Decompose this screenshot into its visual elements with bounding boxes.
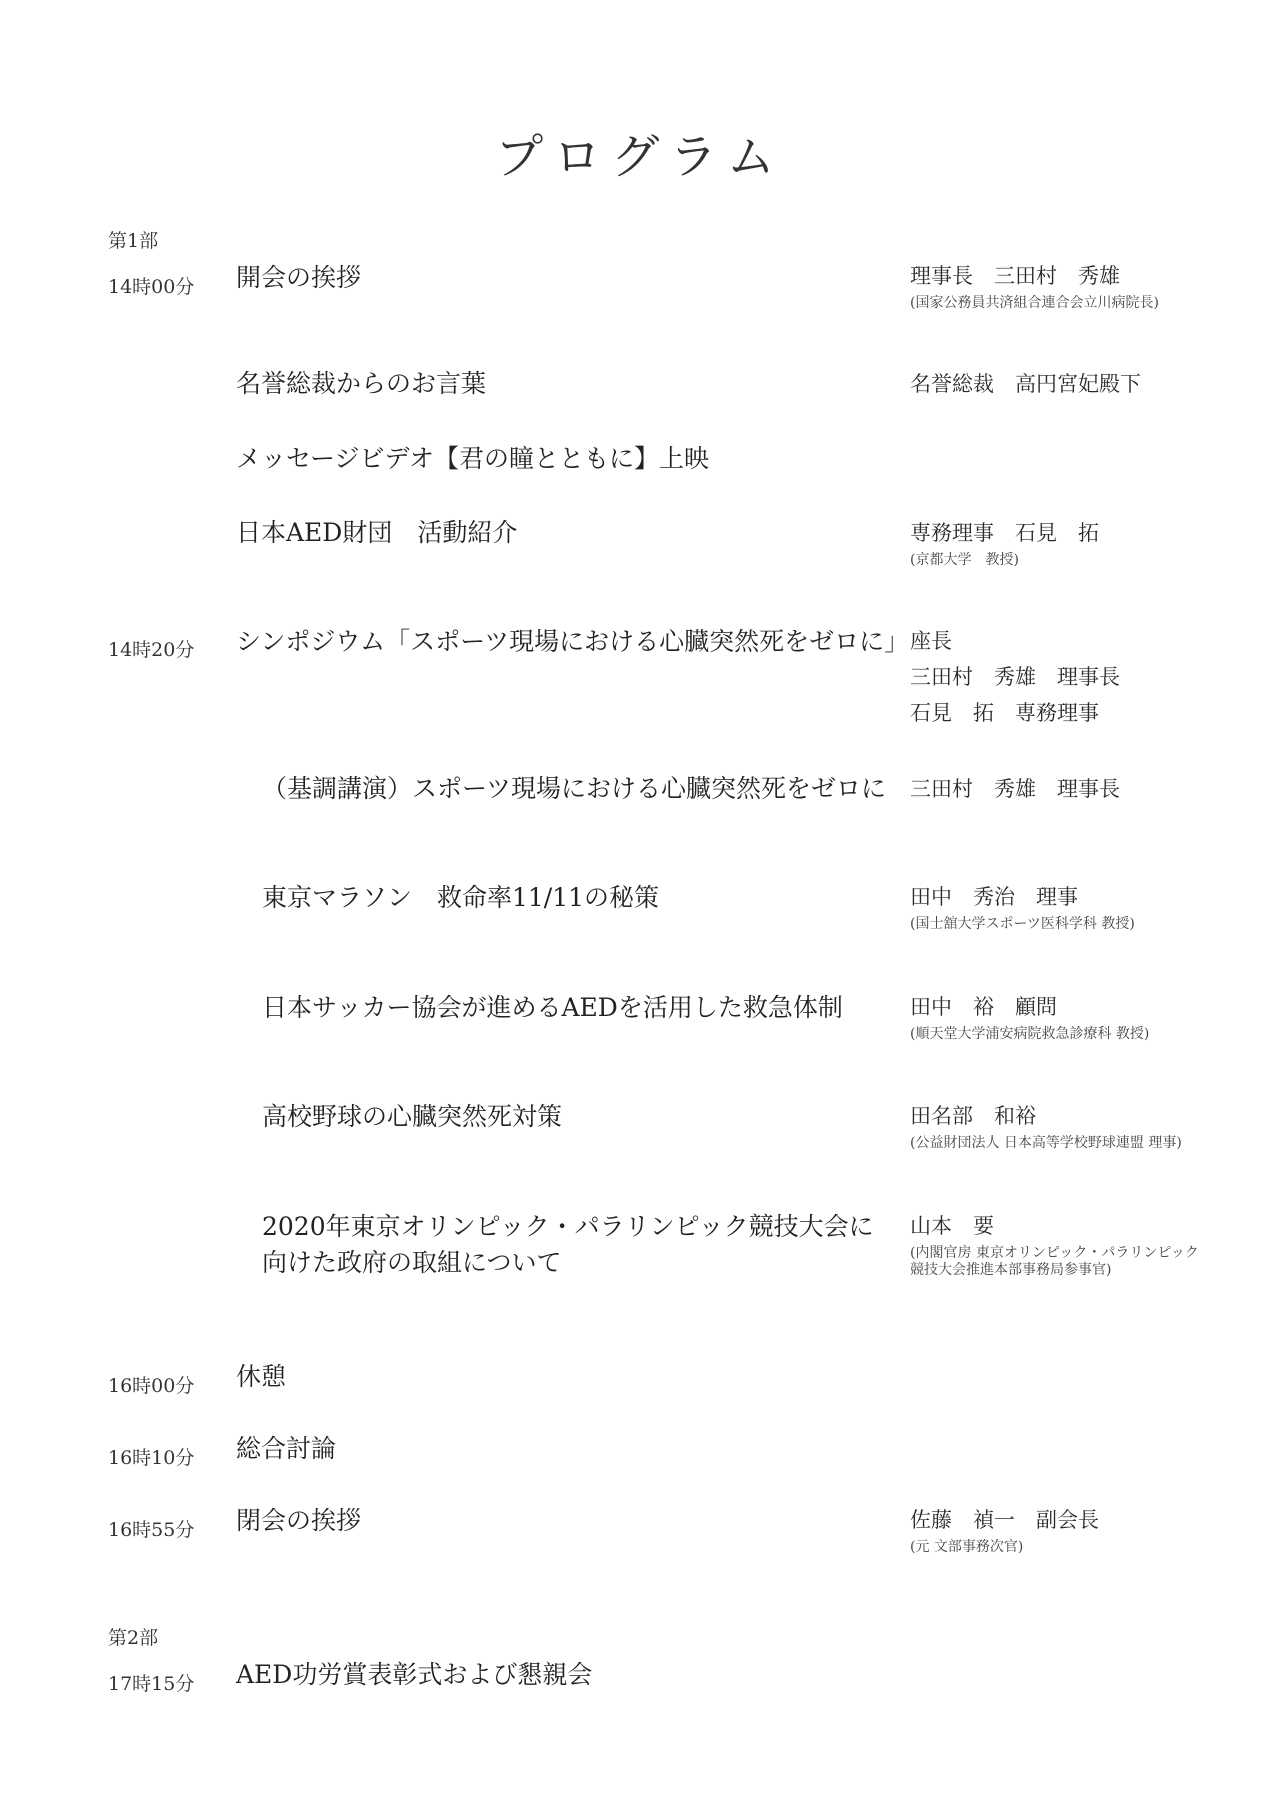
speaker-name: 佐藤 禎一 副会長 <box>910 1508 1099 1532</box>
speaker-tokyo-marathon <box>910 887 1135 931</box>
time-discussion: 16時10分 <box>108 1447 195 1469</box>
talk-tokyo-marathon: 東京マラソン 救命率11/11の秘策 <box>262 883 660 912</box>
talk-high-school-baseball: 高校野球の心臓突然死対策 <box>262 1102 563 1131</box>
speaker-opening <box>910 266 1159 310</box>
speaker-affiliation: (元 文部事務次官) <box>910 1539 1024 1555</box>
speaker-baseball <box>910 1106 1182 1150</box>
item-discussion: 総合討論 <box>236 1434 337 1463</box>
speaker-honorary <box>910 374 1141 395</box>
part1-label: 第1部 <box>108 230 159 252</box>
talk-title-line: 向けた政府の取組について <box>262 1248 562 1278</box>
time-closing: 16時55分 <box>108 1519 195 1541</box>
talk-olympics <box>262 1209 874 1282</box>
item-closing: 閉会の挨拶 <box>236 1506 362 1535</box>
talk-jfa: 日本サッカー協会が進めるAEDを活用した救急体制 <box>262 993 843 1022</box>
speaker-activity <box>910 523 1099 567</box>
speaker-name: 三田村 秀雄 理事長 <box>910 777 1120 801</box>
page-title: プログラム <box>495 129 785 185</box>
time-symposium: 14時20分 <box>108 639 195 661</box>
speaker-olympics <box>910 1216 1199 1277</box>
chair-name: 三田村 秀雄 理事長 <box>910 665 1120 689</box>
speaker-affiliation: (京都大学 教授) <box>910 552 1019 568</box>
speaker-affiliation: (公益財団法人 日本高等学校野球連盟 理事) <box>910 1135 1182 1151</box>
speaker-name: 名誉総裁 高円宮妃殿下 <box>910 372 1141 396</box>
talk-title-line: 2020年東京オリンピック・パラリンピック競技大会に <box>262 1212 874 1241</box>
item-message-video: メッセージビデオ【君の瞳とともに】上映 <box>236 444 710 473</box>
speaker-affiliation: (国士舘大学スポーツ医科学科 教授) <box>910 916 1135 932</box>
item-honorary-words: 名誉総裁からのお言葉 <box>236 369 487 398</box>
item-ceremony: AED功労賞表彰式および懇親会 <box>236 1660 593 1689</box>
part2-label: 第2部 <box>108 1627 159 1649</box>
item-break: 休憩 <box>236 1362 287 1391</box>
speaker-jfa <box>910 997 1149 1041</box>
speaker-name: 専務理事 石見 拓 <box>910 521 1099 545</box>
item-symposium: シンポジウム「スポーツ現場における心臓突然死をゼロに」 <box>236 627 910 656</box>
speaker-closing <box>910 1510 1099 1554</box>
speaker-affiliation: (国家公務員共済組合連合会立川病院長) <box>910 295 1159 311</box>
chair-label: 座長 <box>910 629 952 653</box>
speaker-affiliation: (順天堂大学浦安病院救急診療科 教授) <box>910 1026 1150 1042</box>
chair-name: 石見 拓 専務理事 <box>910 701 1099 725</box>
time-break: 16時00分 <box>108 1375 195 1397</box>
time-opening: 14時00分 <box>108 276 195 298</box>
speaker-keynote <box>910 779 1120 800</box>
symposium-chairs <box>910 631 1120 739</box>
speaker-name: 田名部 和裕 <box>910 1104 1036 1128</box>
item-opening: 開会の挨拶 <box>236 263 362 292</box>
item-activity-intro: 日本AED財団 活動紹介 <box>236 518 518 547</box>
speaker-name: 山本 要 <box>910 1214 994 1238</box>
speaker-name: 田中 裕 顧問 <box>910 995 1057 1019</box>
time-ceremony: 17時15分 <box>108 1673 195 1695</box>
speaker-name: 田中 秀治 理事 <box>910 885 1078 909</box>
speaker-affiliation: 競技大会推進本部事務局参事官) <box>910 1262 1112 1278</box>
speaker-affiliation: (内閣官房 東京オリンピック・パラリンピック <box>910 1245 1199 1261</box>
talk-keynote: （基調講演）スポーツ現場における心臓突然死をゼロに <box>262 774 887 803</box>
speaker-name: 理事長 三田村 秀雄 <box>910 264 1120 288</box>
